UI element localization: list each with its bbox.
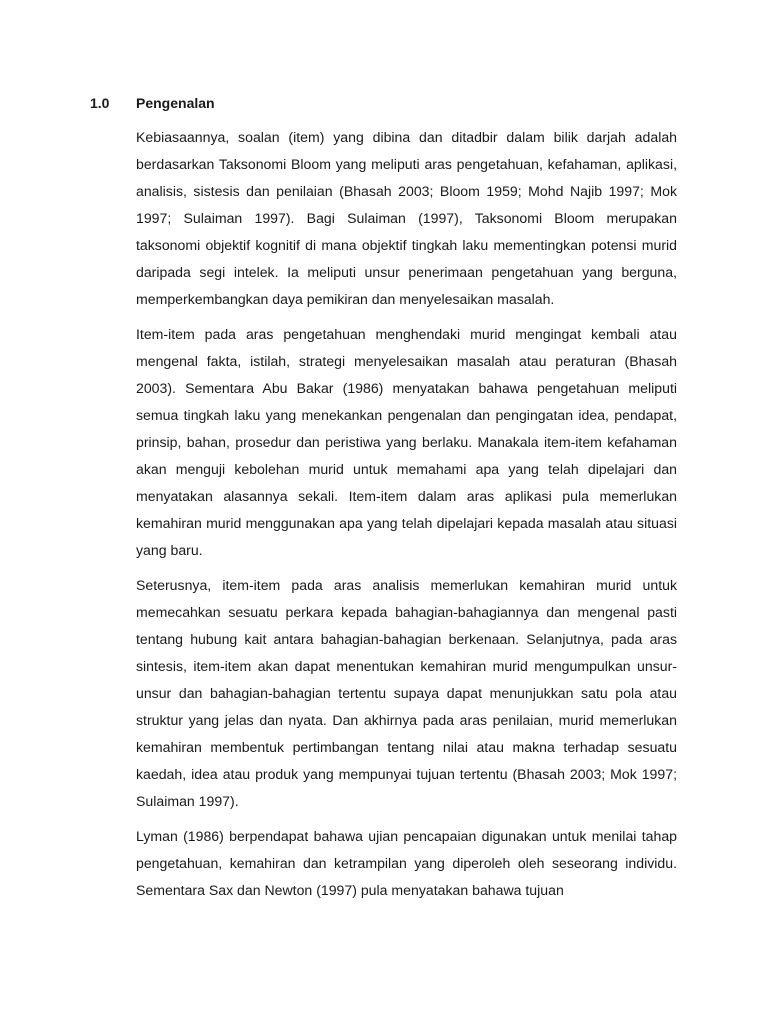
section-body: [136, 124, 677, 912]
paragraph-1: Kebiasaannya, soalan (item) yang dibina dan ditadbir dalam bilik darjah adalah berdasarkan Taksonomi Bloom yang meliputi aras pengetahuan, kefahaman, aplikasi, analisis, sistesis dan penilaian (Bhasah 2003; Bloom 1959; Mohd Najib 1997; Mok 1997; Sulaiman 1997). Bagi Sulaiman (1997), Taksonomi Bloom merupakan taksonomi objektif kognitif di mana objektif tingkah laku mementingkan potensi murid daripada segi intelek. Ia meliputi unsur penerimaan pengetahuan yang berguna, memperkembangkan daya pemikiran dan menyelesaikan masalah.: [136, 129, 677, 307]
paragraph-4: Lyman (1986) berpendapat bahawa ujian pencapaian digunakan untuk menilai tahap pengetahuan, kemahiran dan ketrampilan yang diperoleh oleh seseorang individu. Sementara Sax dan Newton (1997) pula menyatakan bahawa tujuan: [136, 828, 677, 898]
paragraph-3: Seterusnya, item-item pada aras analisis memerlukan kemahiran murid untuk memecahkan sesuatu perkara kepada bahagian-bahagiannya dan mengenal pasti tentang hubung kait antara bahagian-bahagian berkenaan. Selanjutnya, pada aras sintesis, item-item akan dapat menentukan kemahiran murid mengumpulkan unsur-unsur dan bahagian-bahagian tertentu supaya dapat menunjukkan satu pola atau struktur yang jelas dan nyata. Dan akhirnya pada aras penilaian, murid memerlukan kemahiran membentuk pertimbangan tentang nilai atau makna terhadap sesuatu kaedah, idea atau produk yang mempunyai tujuan tertentu (Bhasah 2003; Mok 1997; Sulaiman 1997).: [136, 577, 677, 809]
section-title: Pengenalan: [136, 95, 215, 111]
section-heading: [90, 94, 215, 112]
paragraph-2: Item-item pada aras pengetahuan menghendaki murid mengingat kembali atau mengenal fakta, istilah, strategi menyelesaikan masalah atau peraturan (Bhasah 2003). Sementara Abu Bakar (1986) menyatakan bahawa pengetahuan meliputi semua tingkah laku yang menekankan pengenalan dan pengingatan idea, pendapat, prinsip, bahan, prosedur dan peristiwa yang berlaku. Manakala item-item kefahaman akan menguji kebolehan murid untuk memahami apa yang telah dipelajari dan menyatakan alasannya sekali. Item-item dalam aras aplikasi pula memerlukan kemahiran murid menggunakan apa yang telah dipelajari kepada masalah atau situasi yang baru.: [136, 326, 677, 558]
section-number: 1.0: [90, 95, 110, 111]
